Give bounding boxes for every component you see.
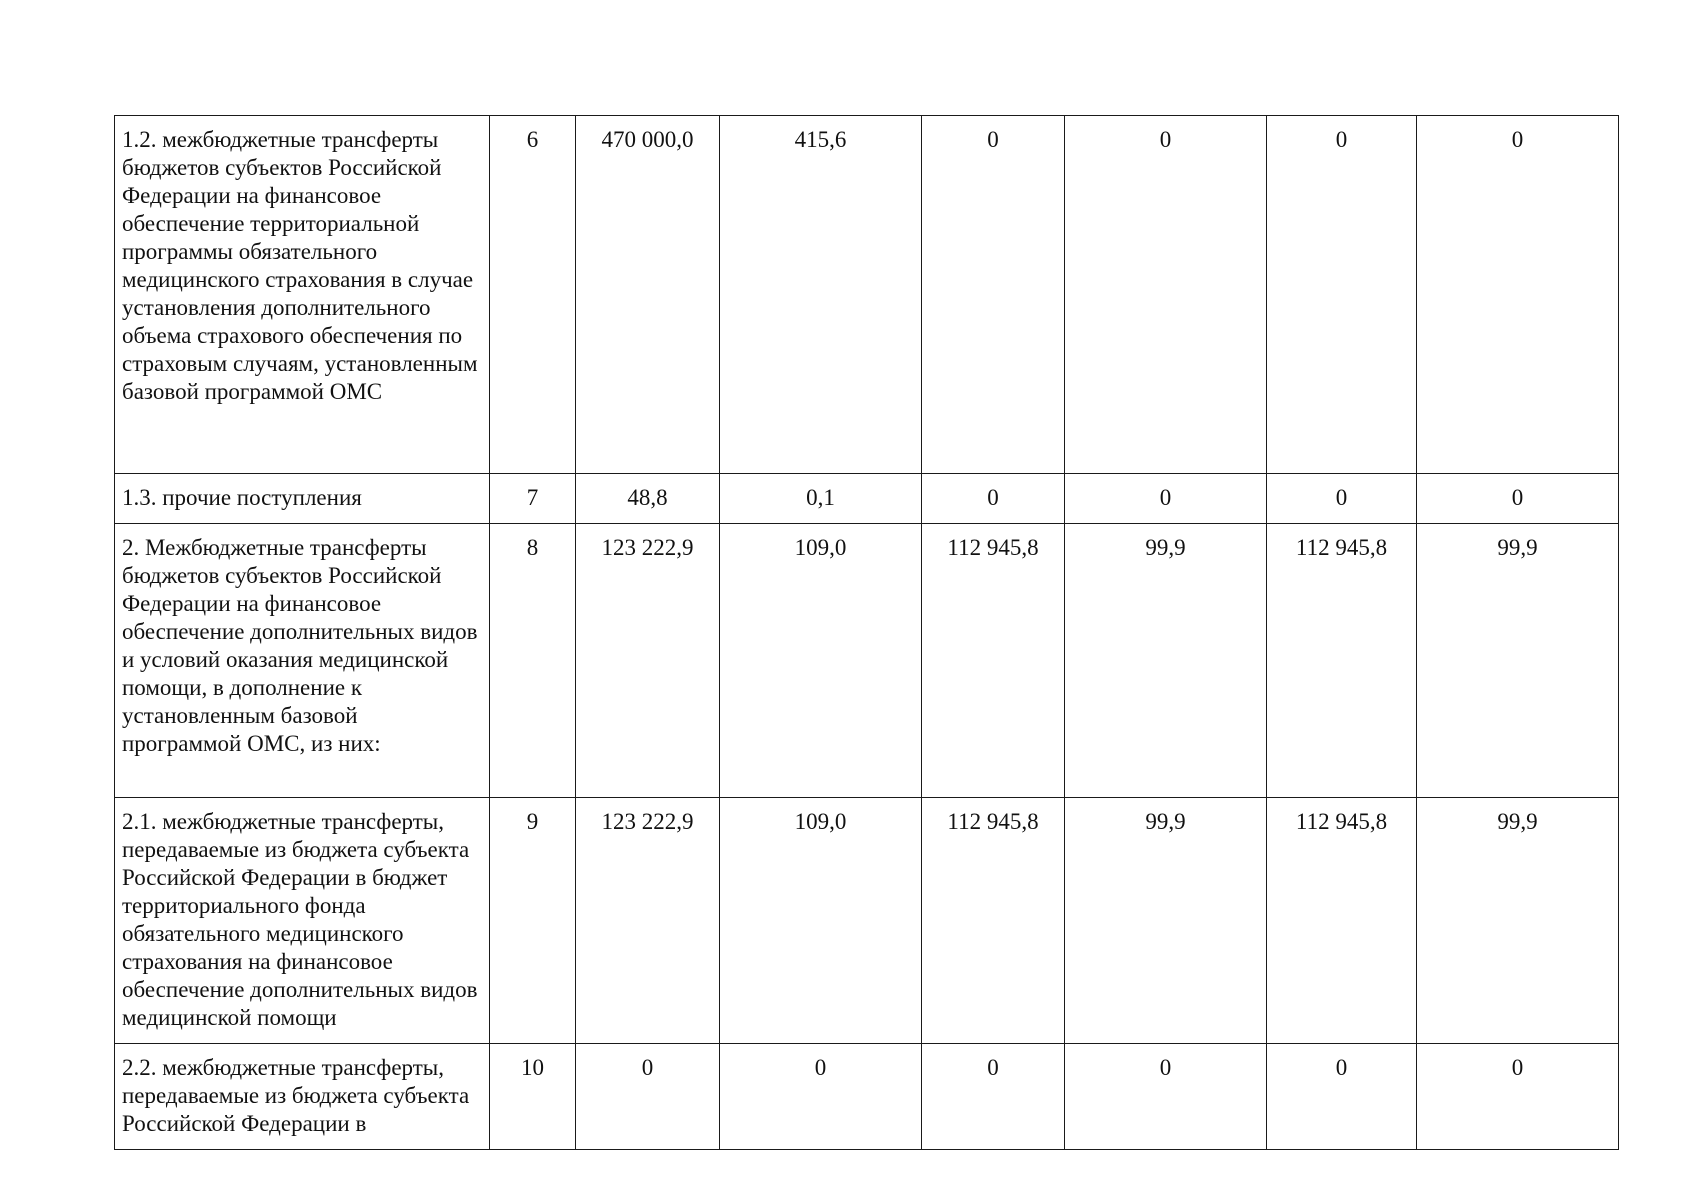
table-cell: 0 xyxy=(1417,116,1619,474)
table-cell: 0 xyxy=(1065,116,1267,474)
table-cell: 0 xyxy=(922,116,1065,474)
table-cell: 0 xyxy=(720,1044,922,1150)
table-cell: 112 945,8 xyxy=(922,798,1065,1044)
table-cell: 0 xyxy=(1267,116,1417,474)
table-row xyxy=(115,474,1619,524)
table-cell: 0 xyxy=(922,1044,1065,1150)
row-line-number: 7 xyxy=(490,474,576,524)
table-cell: 123 222,9 xyxy=(576,524,720,798)
table-cell: 0 xyxy=(1417,1044,1619,1150)
row-line-number: 10 xyxy=(490,1044,576,1150)
table-cell: 112 945,8 xyxy=(1267,524,1417,798)
table-cell: 0 xyxy=(1417,474,1619,524)
row-description: 1.3. прочие поступления xyxy=(115,474,490,524)
table-cell: 415,6 xyxy=(720,116,922,474)
table-cell: 99,9 xyxy=(1417,798,1619,1044)
table-cell: 109,0 xyxy=(720,798,922,1044)
table-cell: 109,0 xyxy=(720,524,922,798)
table-cell: 99,9 xyxy=(1065,798,1267,1044)
row-description: 2. Межбюджетные трансферты бюджетов субъектов Российской Федерации на финансовое обеспечение дополнительных видов и условий оказания медицинской помощи, в дополнение к установленным базовой программой ОМС, из них: xyxy=(115,524,490,798)
table-cell: 0 xyxy=(1267,1044,1417,1150)
table-cell: 48,8 xyxy=(576,474,720,524)
table-cell: 0,1 xyxy=(720,474,922,524)
table-cell: 0 xyxy=(1065,474,1267,524)
row-description: 2.1. межбюджетные трансферты, передаваемые из бюджета субъекта Российской Федерации в бюджет территориального фонда обязательного медицинского страхования на финансовое обеспечение дополнительных видов медицинской помощи xyxy=(115,798,490,1044)
table-cell: 0 xyxy=(1267,474,1417,524)
table-cell: 470 000,0 xyxy=(576,116,720,474)
table-row xyxy=(115,524,1619,798)
table-row xyxy=(115,798,1619,1044)
table-cell: 112 945,8 xyxy=(1267,798,1417,1044)
table-row xyxy=(115,1044,1619,1150)
row-description: 2.2. межбюджетные трансферты, передаваемые из бюджета субъекта Российской Федерации в xyxy=(115,1044,490,1150)
table-cell: 123 222,9 xyxy=(576,798,720,1044)
row-line-number: 9 xyxy=(490,798,576,1044)
row-line-number: 6 xyxy=(490,116,576,474)
row-description: 1.2. межбюджетные трансферты бюджетов субъектов Российской Федерации на финансовое обеспечение территориальной программы обязательного медицинского страхования в случае установления дополнительного объема страхового обеспечения по страховым случаям, установленным базовой программой ОМС xyxy=(115,116,490,474)
table-cell: 0 xyxy=(576,1044,720,1150)
budget-table xyxy=(114,115,1619,1150)
table-row xyxy=(115,116,1619,474)
table-cell: 99,9 xyxy=(1065,524,1267,798)
row-line-number: 8 xyxy=(490,524,576,798)
table-cell: 0 xyxy=(1065,1044,1267,1150)
table-cell: 0 xyxy=(922,474,1065,524)
table-cell: 112 945,8 xyxy=(922,524,1065,798)
table-cell: 99,9 xyxy=(1417,524,1619,798)
